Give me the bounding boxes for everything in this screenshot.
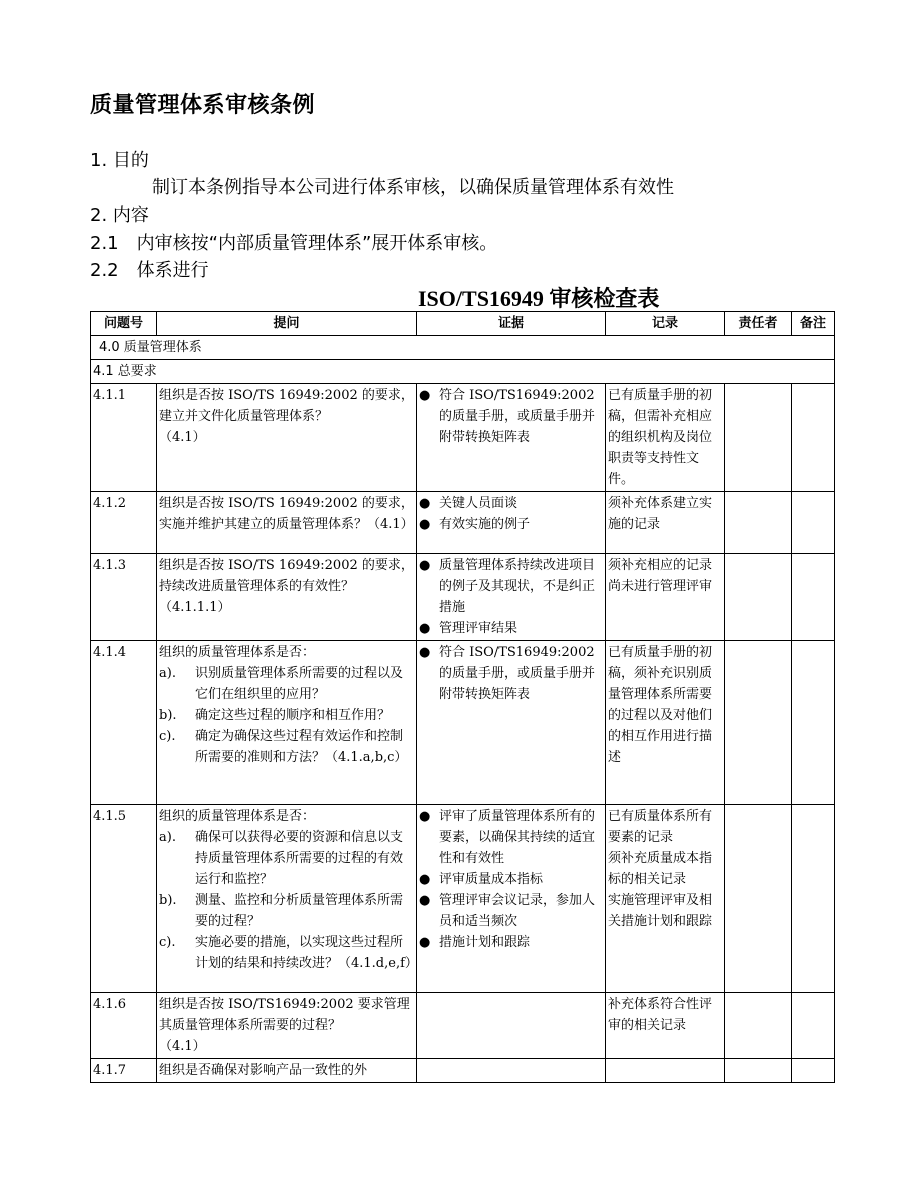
- evidence-cell: [417, 993, 606, 1059]
- evidence-text: 关键人员面谈: [439, 496, 518, 511]
- table-row: [91, 641, 835, 805]
- remarks-cell: [792, 492, 835, 554]
- question-number: 4.1.2: [91, 492, 157, 554]
- question-text: 组织是否按 ISO/TS 16949:2002 的要求，建立并文件化质量管理体系？: [159, 388, 414, 424]
- question-cell: [157, 805, 417, 993]
- record-cell: 须补充相应的记录 尚未进行管理评审: [606, 554, 725, 641]
- question-cell: [157, 384, 417, 492]
- bullet-icon: ●: [419, 558, 431, 573]
- evidence-item: [419, 514, 603, 535]
- table-header-row: [91, 312, 835, 336]
- question-subitem: [159, 726, 414, 768]
- evidence-text: 符合 ISO/TS16949:2002 的质量手册，或质量手册并附带转换矩阵表: [439, 645, 596, 702]
- question-text: （4.1）: [159, 1039, 206, 1054]
- bullet-icon: ●: [419, 809, 431, 824]
- evidence-item: [419, 493, 603, 514]
- section-2-heading: 2. 内容: [90, 205, 149, 226]
- question-text: 组织是否按 ISO/TS 16949:2002 的要求，持续改进质量管理体系的有效性？: [159, 558, 414, 594]
- evidence-cell: [417, 641, 606, 805]
- bullet-icon: ●: [419, 388, 431, 403]
- responsible-cell: [725, 641, 792, 805]
- question-number: 4.1.1: [91, 384, 157, 492]
- subitem-marker: c).: [159, 729, 176, 744]
- question-subitem: [159, 705, 414, 726]
- evidence-cell: [417, 492, 606, 554]
- question-number: 4.1.7: [91, 1059, 157, 1083]
- responsible-cell: [725, 492, 792, 554]
- header-question: 提问: [157, 312, 417, 336]
- record-cell: 已有质量体系所有要素的记录 须补充质量成本指标的相关记录 实施管理评审及相关措施计划和跟踪: [606, 805, 725, 993]
- record-cell: 已有质量手册的初稿，须补充识别质量管理体系所需要的过程以及对他们的相互作用进行描述: [606, 641, 725, 805]
- question-text: 组织是否确保对影响产品一致性的外: [159, 1063, 368, 1078]
- bullet-icon: ●: [419, 872, 431, 887]
- record-cell: 已有质量手册的初稿，但需补充相应的组织机构及岗位职责等支持性文件。: [606, 384, 725, 492]
- evidence-item: [419, 385, 603, 448]
- evidence-item: [419, 642, 603, 705]
- bullet-icon: ●: [419, 621, 431, 636]
- subitem-marker: b).: [159, 893, 177, 908]
- responsible-cell: [725, 993, 792, 1059]
- section-2-1-text: 2.1 内审核按“内部质量管理体系”展开体系审核。: [90, 233, 498, 254]
- subitem-marker: a).: [159, 830, 176, 845]
- header-responsible: 责任者: [725, 312, 792, 336]
- responsible-cell: [725, 1059, 792, 1083]
- question-cell: [157, 492, 417, 554]
- header-remarks: 备注: [792, 312, 835, 336]
- evidence-text: 有效实施的例子: [439, 517, 531, 532]
- section-row-4-1: [91, 360, 835, 384]
- evidence-cell: [417, 1059, 606, 1083]
- section-1-heading: 1. 目的: [90, 150, 149, 171]
- evidence-item: [419, 890, 603, 932]
- section-label: 4.1 总要求: [91, 360, 835, 384]
- question-subitem: [159, 932, 418, 974]
- evidence-text: 符合 ISO/TS16949:2002 的质量手册，或质量手册并附带转换矩阵表: [439, 388, 596, 445]
- record-cell: 须补充体系建立实施的记录: [606, 492, 725, 554]
- question-cell: [157, 641, 417, 805]
- section-row-4-0: [91, 336, 835, 360]
- evidence-text: 质量管理体系持续改进项目的例子及其现状，不是纠正措施: [439, 558, 596, 615]
- question-subitem: [159, 827, 414, 890]
- section-2-2-text: 2.2 体系进行: [90, 260, 209, 281]
- record-cell: [606, 1059, 725, 1083]
- evidence-item: [419, 869, 603, 890]
- table-row: [91, 554, 835, 641]
- table-row: [91, 805, 835, 993]
- responsible-cell: [725, 554, 792, 641]
- header-evidence: 证据: [417, 312, 606, 336]
- subitem-text: 确保可以获得必要的资源和信息以支持质量管理体系所需要的过程的有效运行和监控？: [195, 830, 404, 887]
- evidence-item: [419, 618, 603, 639]
- question-subitem: [159, 890, 414, 932]
- question-text: 组织的质量管理体系是否：: [159, 645, 316, 660]
- question-number: 4.1.4: [91, 641, 157, 805]
- subitem-text: 测量、监控和分析质量管理体系所需要的过程？: [195, 893, 404, 929]
- bullet-icon: ●: [419, 645, 431, 660]
- evidence-cell: [417, 554, 606, 641]
- table-row: [91, 384, 835, 492]
- subitem-text: 识别质量管理体系所需要的过程以及它们在组织里的应用？: [195, 666, 404, 702]
- responsible-cell: [725, 384, 792, 492]
- subitem-text: 确定为确保这些过程有效运作和控制所需要的准则和方法？（4.1.a,b,c）: [195, 729, 408, 765]
- bullet-icon: ●: [419, 517, 431, 532]
- table-row: [91, 1059, 835, 1083]
- evidence-item: [419, 806, 603, 869]
- remarks-cell: [792, 384, 835, 492]
- bullet-icon: ●: [419, 935, 431, 950]
- question-number: 4.1.3: [91, 554, 157, 641]
- question-subitem: [159, 663, 414, 705]
- document-title: 质量管理体系审核条例: [90, 93, 316, 118]
- question-cell: [157, 993, 417, 1059]
- question-text: 组织是否按 ISO/TS16949:2002 要求管理其质量管理体系所需要的过程？: [159, 997, 410, 1033]
- responsible-cell: [725, 805, 792, 993]
- question-cell: [157, 554, 417, 641]
- question-text: 组织的质量管理体系是否：: [159, 809, 316, 824]
- table-row: [91, 492, 835, 554]
- question-text: （4.1.1.1）: [159, 600, 231, 615]
- record-cell: 补充体系符合性评审的相关记录: [606, 993, 725, 1059]
- subitem-marker: b).: [159, 708, 177, 723]
- evidence-text: 措施计划和跟踪: [439, 935, 531, 950]
- evidence-item: [419, 932, 603, 953]
- remarks-cell: [792, 1059, 835, 1083]
- bullet-icon: ●: [419, 496, 431, 511]
- evidence-text: 管理评审会议记录，参加人员和适当频次: [439, 893, 596, 929]
- section-label: 4.0 质量管理体系: [91, 336, 835, 360]
- subitem-text: 确定这些过程的顺序和相互作用？: [195, 708, 391, 723]
- subitem-marker: a).: [159, 666, 176, 681]
- checklist-title: ISO/TS16949 审核检查表: [418, 286, 660, 311]
- bullet-icon: ●: [419, 893, 431, 908]
- evidence-cell: [417, 384, 606, 492]
- subitem-marker: c).: [159, 935, 176, 950]
- table-row: [91, 993, 835, 1059]
- question-number: 4.1.5: [91, 805, 157, 993]
- header-record: 记录: [606, 312, 725, 336]
- question-text: （4.1）: [159, 430, 206, 445]
- evidence-text: 管理评审结果: [439, 621, 518, 636]
- evidence-text: 评审了质量管理体系所有的要素，以确保其持续的适宜性和有效性: [439, 809, 596, 866]
- evidence-item: [419, 555, 603, 618]
- evidence-cell: [417, 805, 606, 993]
- remarks-cell: [792, 805, 835, 993]
- header-question-no: 问题号: [91, 312, 157, 336]
- audit-checklist-table: [90, 311, 835, 1083]
- remarks-cell: [792, 993, 835, 1059]
- purpose-text: 制订本条例指导本公司进行体系审核，以确保质量管理体系有效性: [152, 177, 674, 198]
- question-cell: [157, 1059, 417, 1083]
- remarks-cell: [792, 641, 835, 805]
- question-number: 4.1.6: [91, 993, 157, 1059]
- subitem-text: 实施必要的措施，以实现这些过程所计划的结果和持续改进？（4.1.d,e,f）: [195, 935, 418, 971]
- remarks-cell: [792, 554, 835, 641]
- evidence-text: 评审质量成本指标: [439, 872, 544, 887]
- question-text: 组织是否按 ISO/TS 16949:2002 的要求，实施并维护其建立的质量管理体系？（4.1）: [159, 496, 414, 532]
